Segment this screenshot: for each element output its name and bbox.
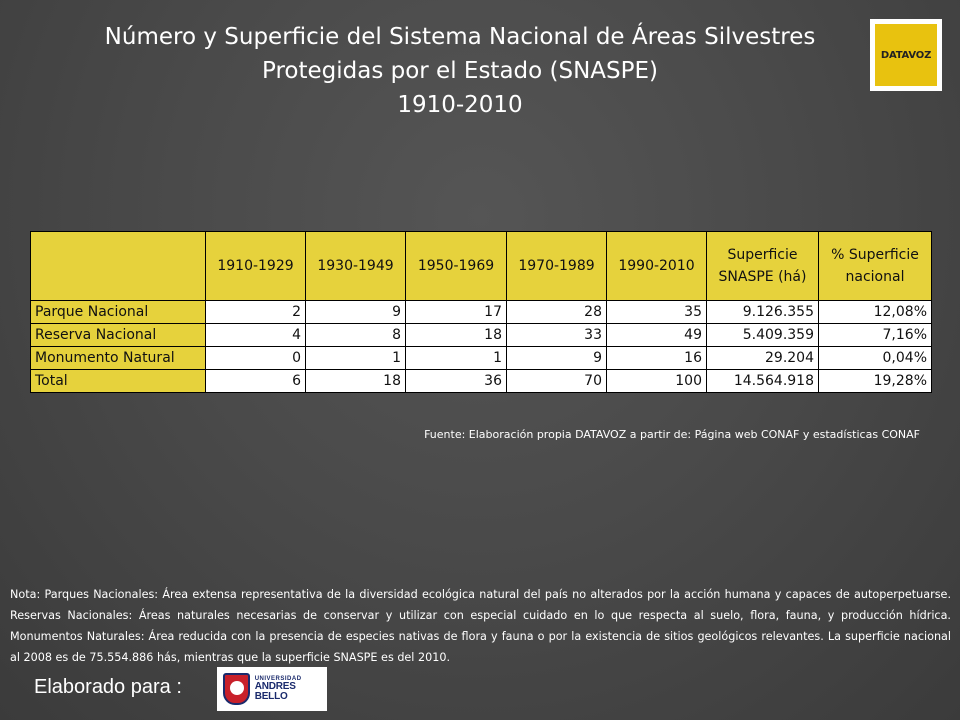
row-label: Monumento Natural [31,347,206,370]
title-line-2: Protegidas por el Estado (SNASPE) [261,58,659,84]
university-logo-small: UNIVERSIDAD [254,676,302,682]
table-cell: 7,16% [819,324,932,347]
table-cell: 2 [206,301,306,324]
table-cell: 0 [206,347,306,370]
table-cell: 29.204 [707,347,819,370]
table-cell: 28 [507,301,607,324]
table-cell: 12,08% [819,301,932,324]
table-cell: 35 [607,301,707,324]
datavoz-logo-text: DATAVOZ [875,24,937,86]
row-label: Parque Nacional [31,301,206,324]
table-cell: 9 [306,301,406,324]
table-cell: 100 [607,370,707,393]
source-caption: Fuente: Elaboración propia DATAVOZ a partir de: Página web CONAF y estadísticas CONAF [424,428,920,441]
table-cell: 0,04% [819,347,932,370]
column-header: 1950-1969 [406,232,507,301]
column-header: Superficie SNASPE (há) [707,232,819,301]
table-cell: 19,28% [819,370,932,393]
table-cell: 17 [406,301,507,324]
column-header: 1970-1989 [507,232,607,301]
table-cell: 18 [406,324,507,347]
table-cell: 70 [507,370,607,393]
university-logo-text [255,676,327,702]
table-cell: 4 [206,324,306,347]
table-cell: 33 [507,324,607,347]
university-seal-icon [223,673,250,705]
table-cell: 8 [306,324,406,347]
table-row [31,301,932,324]
column-header: 1990-2010 [607,232,707,301]
header-corner-cell [31,232,206,301]
table-row [31,347,932,370]
page-title [40,20,880,122]
title-line-1: Número y Superficie del Sistema Nacional de Áreas Silvestres [104,24,816,50]
footnote-text: Nota: Parques Nacionales: Área extensa representativa de la diversidad ecológica natural del país no alterados por la acción humana y capaces de autoperpetuarse. Reservas Nacionales: Áreas naturales necesarias de conservar y utilizar con especial cuidado en lo que respecta al suelo, flora, fauna, y producción hídrica. Monumentos Naturales: Área reducida con la presencia de especies nativas de flora y fauna o por la existencia de sitios geológicos relevantes. La superficie nacional al 2008 es de 75.554.886 hás, mientras que la superficie SNASPE es del 2010. [10,588,951,664]
datavoz-logo [870,19,942,91]
column-header: 1910-1929 [206,232,306,301]
column-header: 1930-1949 [306,232,406,301]
prepared-for-label: Elaborado para : [34,676,182,698]
table-row [31,324,932,347]
university-logo-name: ANDRES BELLO [254,681,296,702]
table-row-total [31,370,932,393]
snaspe-table [30,231,932,393]
table-cell: 6 [206,370,306,393]
column-header: % Superficie nacional [819,232,932,301]
table-cell: 14.564.918 [707,370,819,393]
row-label: Reserva Nacional [31,324,206,347]
table-cell: 18 [306,370,406,393]
table-cell: 16 [607,347,707,370]
table-cell: 1 [406,347,507,370]
university-logo [217,667,327,711]
table-cell: 49 [607,324,707,347]
row-label: Total [31,370,206,393]
title-line-3: 1910-2010 [397,92,523,118]
table-cell: 36 [406,370,507,393]
table-cell: 9 [507,347,607,370]
table-cell: 5.409.359 [707,324,819,347]
table-cell: 1 [306,347,406,370]
table-header-row [31,232,932,301]
table-cell: 9.126.355 [707,301,819,324]
